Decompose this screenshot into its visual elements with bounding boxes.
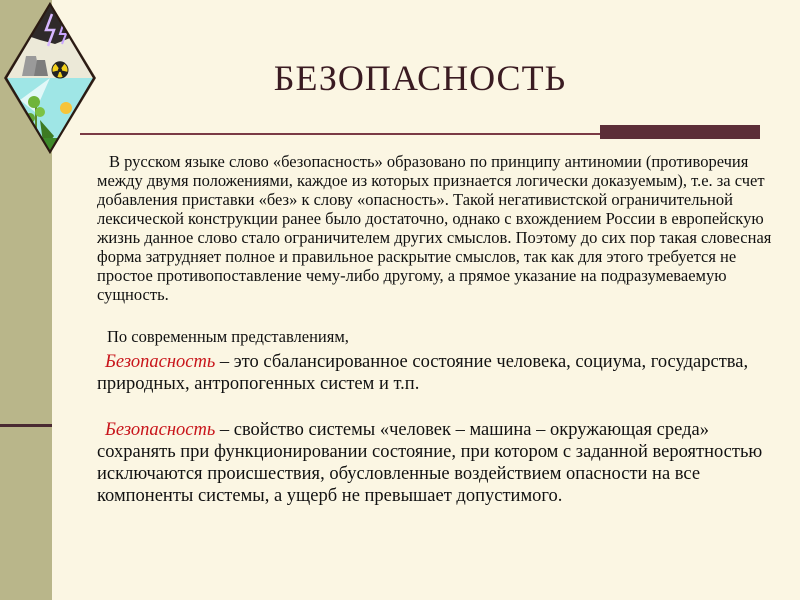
definition-term: Безопасность <box>105 352 216 372</box>
emblem-icon <box>0 0 100 155</box>
definition-text: – свойство системы «человек – машина – окружающая среда» сохранять при функционировании состояние, при котором с заданной вероятностью исключаются происшествия, обусловленные воздействием опасности на все компоненты системы, а ущерб не превышает допустимого. <box>97 420 763 506</box>
slide-content <box>97 152 777 507</box>
title-divider-block <box>600 125 760 139</box>
left-strip-divider <box>0 424 52 427</box>
definition-paragraph-2 <box>97 419 777 507</box>
slide-title: БЕЗОПАСНОСТЬ <box>273 58 567 98</box>
lead-paragraph: По современным представлениям, <box>107 327 349 346</box>
definition-term: Безопасность <box>105 420 216 440</box>
intro-paragraph: В русском языке слово «безопасность» образовано по принципу антиномии (противоречия между двумя положениями, каждое из которых признается логически доказуемым), т.е. за счет добавления приставки «без» к слову «опасность». Такой негативистской ограничительной лексической конструкции ранее было достаточно, однако с вхождением России в европейскую жизнь данное слово стало ограничителем других смыслов. Поэтому до сих пор такая словесная форма затрудняет полное и правильное раскрытие смыслов, так как для этого требуется не простое противопоставление чему-либо другому, а прямое указание на подразумеваемую сущность. <box>97 152 772 304</box>
definition-text: – это сбалансированное состояние человека, социума, государства, природных, антропогенных систем и т.п. <box>97 352 749 394</box>
definition-paragraph-1 <box>97 351 777 395</box>
